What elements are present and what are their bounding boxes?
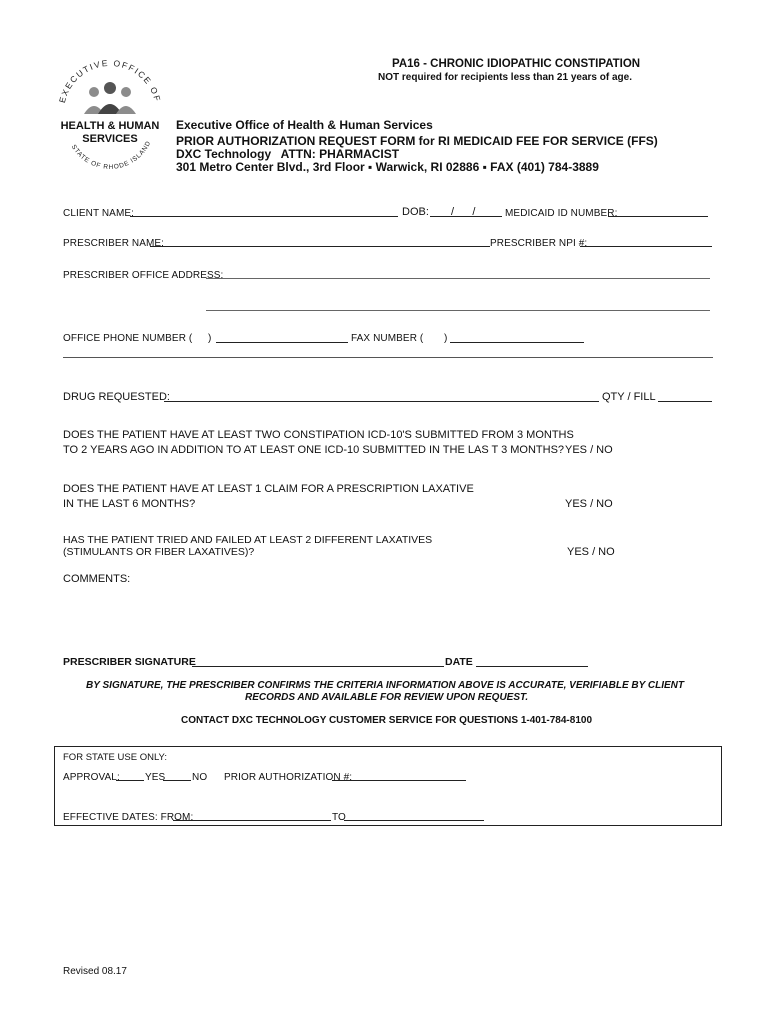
- agency-logo: [54, 56, 166, 174]
- effective-from-field[interactable]: [173, 820, 331, 821]
- question-2-line-1: DOES THE PATIENT HAVE AT LEAST 1 CLAIM FOR A PRESCRIPTION LAXATIVE: [63, 483, 474, 495]
- question-2-answer[interactable]: YES / NO: [565, 498, 613, 510]
- prescriber-npi-label: PRESCRIBER NPI #:: [490, 238, 588, 249]
- area-code-field[interactable]: [180, 342, 206, 343]
- fax-area-code-field[interactable]: [418, 342, 444, 343]
- prescriber-name-label: PRESCRIBER NAME:: [63, 238, 165, 249]
- section-divider: [63, 357, 713, 358]
- revised-date: Revised 08.17: [63, 966, 127, 977]
- attestation-line-1: BY SIGNATURE, THE PRESCRIBER CONFIRMS THE CRITERIA INFORMATION ABOVE IS ACCURATE, VERIFIABLE BY CLIENT: [86, 680, 684, 691]
- client-name-label: CLIENT NAME:: [63, 208, 135, 219]
- question-3-answer[interactable]: YES / NO: [567, 546, 615, 558]
- logo-state-text: STATE OF RHODE ISLAND: [69, 139, 153, 171]
- logo-ring-text: EXECUTIVE OFFICE OF: [56, 57, 163, 104]
- vendor-attn: DXC Technology ATTN: PHARMACIST: [176, 147, 400, 161]
- question-1-answer[interactable]: YES / NO: [565, 444, 613, 456]
- medicaid-id-label: MEDICAID ID NUMBER:: [505, 208, 618, 219]
- form-title: PRIOR AUTHORIZATION REQUEST FORM for RI MEDICAID FEE FOR SERVICE (FFS): [176, 134, 658, 148]
- approval-no-field[interactable]: [163, 780, 191, 781]
- question-1-line-1: DOES THE PATIENT HAVE AT LEAST TWO CONSTIPATION ICD-10'S SUBMITTED FROM 3 MONTHS: [63, 429, 574, 441]
- approval-yes-field[interactable]: [116, 780, 144, 781]
- signature-date-field[interactable]: [476, 666, 588, 667]
- pa-number-field[interactable]: [332, 780, 466, 781]
- prescriber-npi-field[interactable]: [580, 246, 712, 247]
- question-3-line-1: HAS THE PATIENT TRIED AND FAILED AT LEAST 2 DIFFERENT LAXATIVES: [63, 534, 433, 546]
- office-address-label: PRESCRIBER OFFICE ADDRESS:: [63, 270, 224, 281]
- fax-number-field[interactable]: [450, 342, 584, 343]
- drug-requested-label: DRUG REQUESTED:: [63, 391, 170, 403]
- qty-fill-label: QTY / FILL: [602, 391, 656, 403]
- effective-to-field[interactable]: [344, 820, 484, 821]
- office-phone-field[interactable]: [216, 342, 348, 343]
- question-2-line-2: IN THE LAST 6 MONTHS?: [63, 498, 196, 510]
- prescriber-name-field[interactable]: [150, 246, 490, 247]
- phone-paren-close: ): [208, 333, 212, 344]
- dob-label: DOB:: [402, 206, 429, 218]
- approval-label: APPROVAL:: [63, 772, 120, 783]
- qty-fill-field[interactable]: [658, 401, 712, 402]
- question-3-line-2: (STIMULANTS OR FIBER LAXATIVES)?: [63, 546, 255, 558]
- logo-line1: HEALTH & HUMAN: [60, 120, 160, 132]
- comments-label: COMMENTS:: [63, 573, 131, 585]
- agency-name: Executive Office of Health & Human Services: [176, 118, 433, 132]
- comments-field[interactable]: [63, 590, 711, 644]
- effective-from-label: EFFECTIVE DATES: FROM:: [63, 812, 194, 823]
- office-address-field-2[interactable]: [206, 310, 710, 311]
- state-use-heading: FOR STATE USE ONLY:: [63, 752, 167, 763]
- form-code: PA16 - CHRONIC IDIOPATHIC CONSTIPATION: [392, 58, 641, 70]
- fax-number-label: FAX NUMBER (: [351, 333, 424, 344]
- dob-separators: / /: [451, 206, 476, 218]
- client-name-field[interactable]: [130, 216, 398, 217]
- approval-no-label: NO: [192, 772, 208, 783]
- customer-service-contact: CONTACT DXC TECHNOLOGY CUSTOMER SERVICE FOR QUESTIONS 1-401-784-8100: [181, 715, 593, 726]
- mailing-address: 301 Metro Center Blvd., 3rd Floor ▪ Warwick, RI 02886 ▪ FAX (401) 784-3889: [176, 160, 599, 174]
- signature-date-label: DATE: [445, 656, 473, 668]
- office-address-field-1[interactable]: [206, 278, 710, 279]
- drug-requested-field[interactable]: [164, 401, 599, 402]
- attestation-line-2: RECORDS AND AVAILABLE FOR REVIEW UPON REQUEST.: [245, 692, 529, 703]
- logo-graphic: [54, 56, 166, 174]
- medicaid-id-field[interactable]: [608, 216, 708, 217]
- prescriber-signature-field[interactable]: [192, 666, 444, 667]
- pa-number-label: PRIOR AUTHORIZATION #:: [224, 772, 353, 783]
- fax-paren-close: ): [444, 333, 448, 344]
- office-phone-label: OFFICE PHONE NUMBER (: [63, 333, 193, 344]
- approval-yes-label: YES: [145, 772, 166, 783]
- prescriber-signature-label: PRESCRIBER SIGNATURE: [63, 656, 196, 668]
- svg-text:EXECUTIVE OFFICE OF: [57, 58, 163, 104]
- age-note: NOT required for recipients less than 21 years of age.: [378, 72, 632, 83]
- effective-to-label: TO: [332, 812, 346, 823]
- question-1-line-2: TO 2 YEARS AGO IN ADDITION TO AT LEAST ONE ICD-10 SUBMITTED IN THE LAS T 3 MONTHS?: [63, 444, 565, 456]
- logo-line2: SERVICES: [82, 133, 138, 145]
